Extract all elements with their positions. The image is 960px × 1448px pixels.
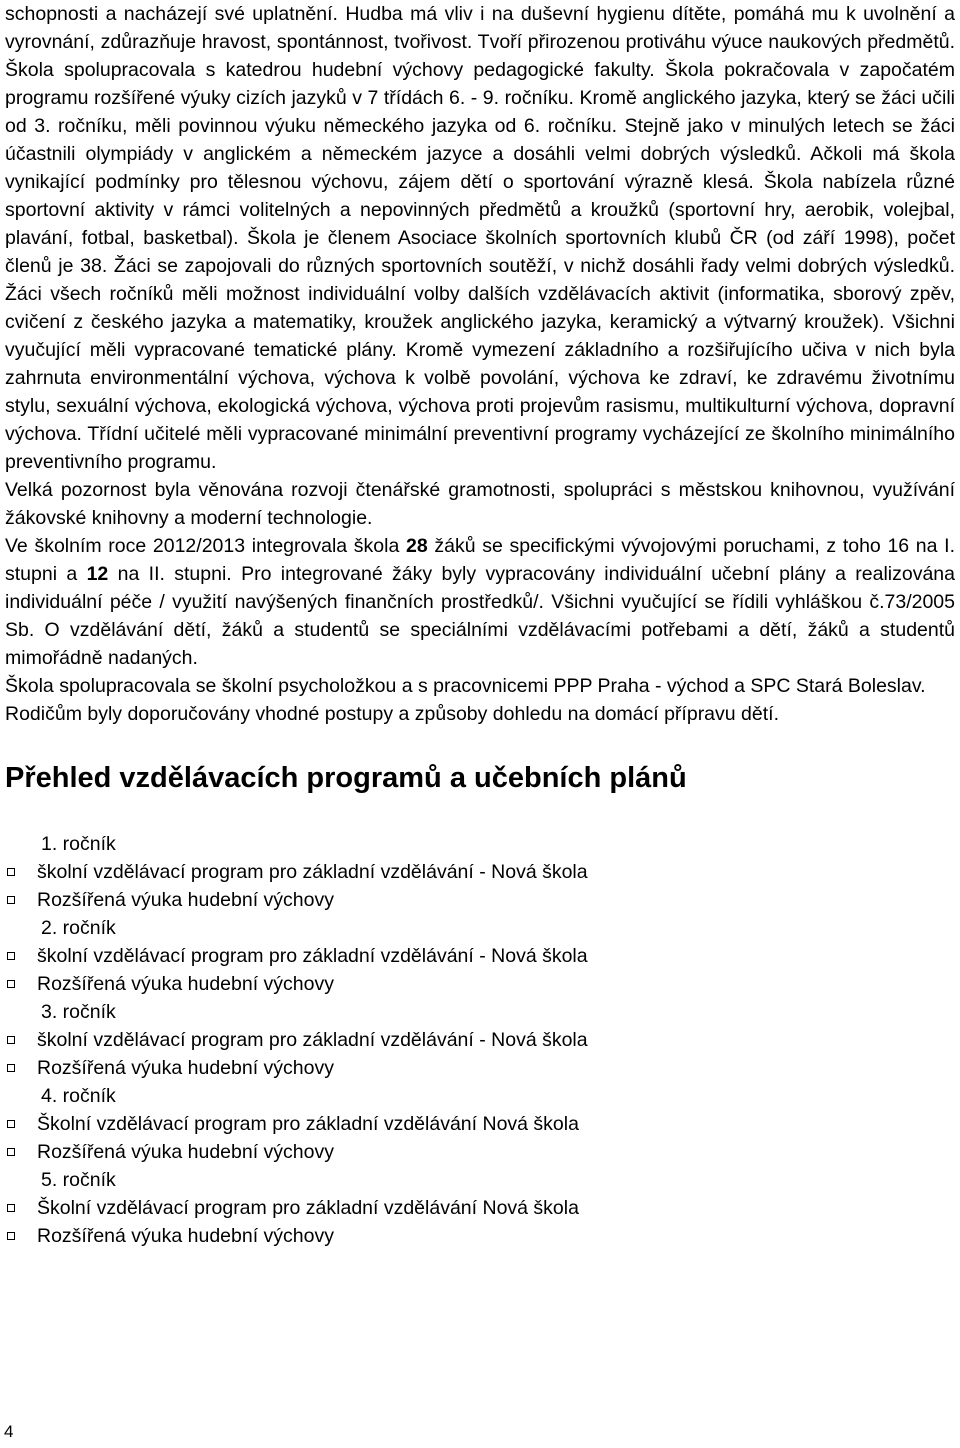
paragraph-4: Škola spolupracovala se školní psycholožkou a s pracovnicemi PPP Praha - východ a SPC Stará Boleslav. [5,675,926,697]
paragraph-3 [5,532,955,672]
list-item: školní vzdělávací program pro základní vzdělávání - Nová škola [5,858,955,886]
section-heading: Přehled vzdělávacích programů a učebních plánů [5,762,687,794]
list-item: Školní vzdělávací program pro základní vzdělávání Nová škola [5,1194,955,1222]
grade-label: 3. ročník [41,1001,116,1023]
paragraph-3-part-a: Ve školním roce 2012/2013 integrovala škola [5,535,406,557]
list-item: Rozšířená výuka hudební výchovy [5,970,955,998]
programs-list [5,830,955,1250]
grade-label: 4. ročník [41,1085,116,1107]
grade-label: 2. ročník [41,917,116,939]
grade-label: 1. ročník [41,833,116,855]
paragraph-3-part-e: na II. stupni. Pro integrované žáky byly vypracovány individuální učební plány a realizována individuální péče / využití navýšených finančních prostředků/. Všichni vyučující se řídili vyhláškou č.73/2005 Sb. O vzdělávání dětí, žáků a studentů se speciálními vzdělávacími potřebami a dětí, žáků a studentů mimořádně nadaných. [5,563,955,669]
paragraph-5: Rodičům byly doporučovány vhodné postupy a způsoby dohledu na domácí přípravu dětí. [5,703,779,725]
paragraph-2: Velká pozornost byla věnována rozvoji čtenářské gramotnosti, spolupráci s městskou knihovnou, využívání žákovské knihovny a moderní technologie. [5,479,955,529]
list-item: Rozšířená výuka hudební výchovy [5,1138,955,1166]
list-item: školní vzdělávací program pro základní vzdělávání - Nová škola [5,1026,955,1054]
list-item: Rozšířená výuka hudební výchovy [5,886,955,914]
grade-label: 5. ročník [41,1169,116,1191]
second-stage-count: 12 [86,563,109,585]
page-number: 4 [4,1422,14,1441]
list-item: Školní vzdělávací program pro základní vzdělávání Nová škola [5,1110,955,1138]
list-item: Rozšířená výuka hudební výchovy [5,1054,955,1082]
paragraph-1: schopnosti a nacházejí své uplatnění. Hudba má vliv i na duševní hygienu dítěte, pomáhá mu k uvolnění a vyrovnání, zdůrazňuje hravost, spontánnost, tvořivost. Tvoří přirozenou protiváhu výuce naukových předmětů. Škola spolupracovala s katedrou hudební výchovy pedagogické fakulty. Škola pokračovala v započatém programu rozšířené výuky cizích jazyků v 7 třídách 6. - 9. ročníku. Kromě anglického jazyka, který se žáci učili od 3. ročníku, měli povinnou výuku německého jazyka od 6. ročníku. Stejně jako v minulých letech se žáci účastnili olympiády v anglickém a německém jazyce a dosáhli velmi dobrých výsledků. Ačkoli má škola vynikající podmínky pro tělesnou výchovu, zájem dětí o sportování výrazně klesá. Škola nabízela různé sportovní aktivity v rámci volitelných a nepovinných předmětů a kroužků (sportovní hry, aerobik, volejbal, plavání, fotbal, basketbal). Škola je členem Asociace školních sportovních klubů ČR (od září 1998), počet členů je 38. Žáci se zapojovali do různých sportovních soutěží, v nichž dosáhli řady velmi dobrých výsledků. Žáci všech ročníků měli možnost individuální volby dalších vzdělávacích aktivit (informatika, sborový zpěv, cvičení z českého jazyka a matematiky, kroužek anglického jazyka, keramický a výtvarný kroužek). Všichni vyučující měli vypracované tematické plány. Kromě vymezení základního a rozšiřujícího učiva v nich byla zahrnuta environmentální výchova, výchova k volbě povolání, výchova ke zdraví, ke zdravému životnímu stylu, sexuální výchova, ekologická výchova, výchova proti projevům rasismu, multikulturní výchova, dopravní výchova. Třídní učitelé měli vypracované minimální preventivní programy vycházející ze školního minimálního preventivního programu. [5,3,955,473]
list-item: školní vzdělávací program pro základní vzdělávání - Nová škola [5,942,955,970]
integrated-pupils-count: 28 [406,535,428,557]
document-page [5,0,955,1250]
list-item: Rozšířená výuka hudební výchovy [5,1222,955,1250]
paragraph-3-part-c: žáků se specifickými vývojovými poruchami, z toho 16 na I. stupni a [5,535,955,585]
